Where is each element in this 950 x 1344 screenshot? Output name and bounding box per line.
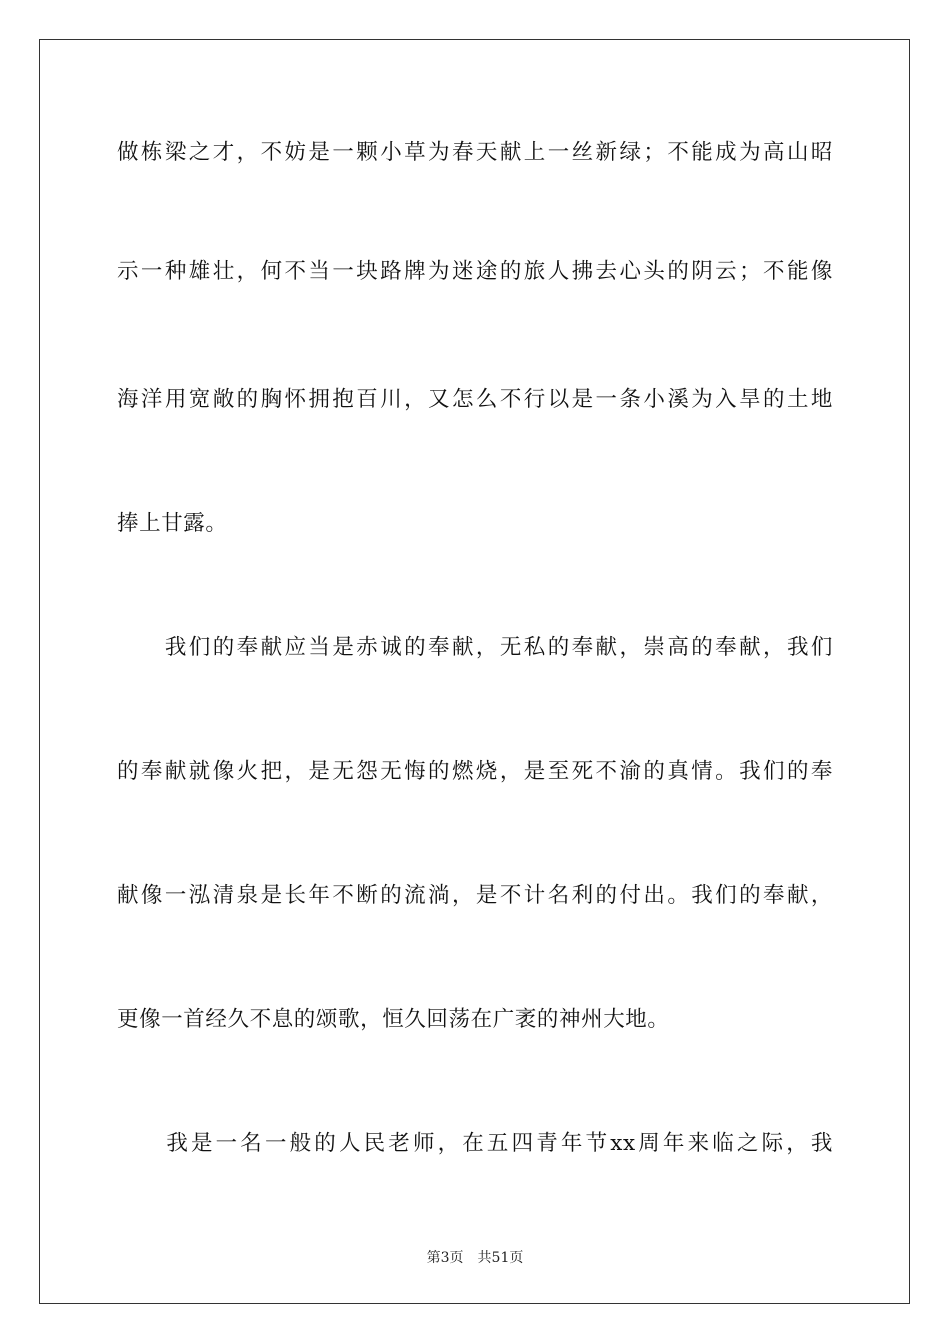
page-footer (0, 1249, 950, 1267)
text-line-3: 海洋用宽敞的胸怀拥抱百川，又怎么不行以是一条小溪为入旱的土地 (117, 387, 833, 412)
text-line-9: 我是一名一般的人民老师，在五四青年节xx周年来临之际，我 (117, 1131, 833, 1156)
text-line-7: 献像一泓清泉是长年不断的流淌，是不计名利的付出。我们的奉献， (117, 883, 833, 908)
text-line-6: 的奉献就像火把，是无怨无悔的燃烧，是至死不渝的真情。我们的奉 (117, 759, 833, 784)
text-line-8: 更像一首经久不息的颂歌，恒久回荡在广袤的神州大地。 (117, 1007, 670, 1032)
text-line-2: 示一种雄壮，何不当一块路牌为迷途的旅人拂去心头的阴云；不能像 (117, 259, 833, 284)
page-total: 共51页 (477, 1250, 524, 1266)
text-line-1: 做栋梁之才，不妨是一颗小草为春天献上一丝新绿；不能成为高山昭 (117, 140, 833, 165)
page-border (39, 39, 910, 1304)
text-line-4: 捧上甘露。 (117, 511, 228, 536)
text-line-5: 我们的奉献应当是赤诚的奉献，无私的奉献，崇高的奉献，我们 (117, 635, 833, 660)
page-number: 第3页 (426, 1250, 464, 1266)
